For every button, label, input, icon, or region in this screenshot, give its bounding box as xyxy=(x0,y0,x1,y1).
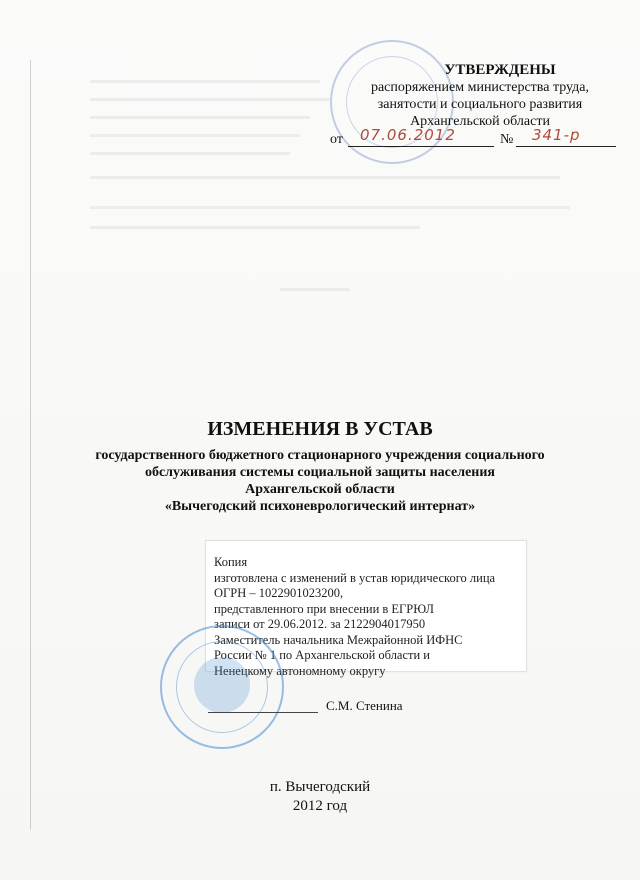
approval-line: занятости и социального развития xyxy=(377,97,583,112)
bleed-through-line xyxy=(90,206,570,209)
handwritten-number: 341-р xyxy=(532,126,581,144)
year: 2012 год xyxy=(292,798,348,814)
approval-date-number-row xyxy=(330,126,620,152)
tax-office-stamp xyxy=(160,625,284,749)
bleed-through-line xyxy=(90,98,330,101)
approval-line: распоряжением министерства труда, xyxy=(370,80,590,95)
copy-line: изготовлена с изменений в устав юридического лица xyxy=(214,570,496,585)
title-line: обслуживания системы социальной защиты населения xyxy=(144,465,496,480)
copy-line: ОГРН – 1022901023200, xyxy=(214,586,344,600)
copy-line: Ненецкому автономному округу xyxy=(214,663,386,678)
bleed-through-line xyxy=(90,80,320,83)
handwritten-date: 07.06.2012 xyxy=(360,126,456,144)
signer-name: С.М. Стенина xyxy=(326,698,403,713)
title-line: государственного бюджетного стационарного учреждения социального xyxy=(95,448,545,463)
scan-margin-line xyxy=(30,60,31,830)
approval-line: Архангельской области xyxy=(410,114,550,129)
from-label: от xyxy=(330,132,343,147)
number-underline xyxy=(516,146,616,147)
signature-line xyxy=(208,712,318,713)
title-line: «Вычегодский психоневрологический интернат» xyxy=(164,499,476,514)
approval-block xyxy=(330,62,630,130)
title-line: Архангельской области xyxy=(245,482,395,497)
place-name: п. Вычегодский xyxy=(269,779,371,795)
bleed-through-line xyxy=(280,288,350,291)
approval-heading: УТВЕРЖДЕНЫ xyxy=(444,62,556,78)
copy-line: записи от 29.06.2012. за 2122904017950 xyxy=(214,617,426,631)
bleed-through-line xyxy=(90,176,560,179)
copy-line: Копия xyxy=(214,555,248,569)
bleed-through-line xyxy=(90,152,290,155)
document-title-block xyxy=(80,418,560,515)
copy-line: России № 1 по Архангельской области и xyxy=(214,648,430,662)
document-title: ИЗМЕНЕНИЯ В УСТАВ xyxy=(207,418,433,440)
bleed-through-line xyxy=(90,226,420,229)
number-label: № xyxy=(500,132,514,147)
copy-line: Заместитель начальника Межрайонной ИФНС xyxy=(214,632,463,647)
bleed-through-line xyxy=(90,116,310,119)
footer-place-year xyxy=(0,778,640,816)
signature-row xyxy=(208,698,528,716)
bleed-through-line xyxy=(90,134,300,137)
date-underline xyxy=(348,146,494,147)
copy-line: представленного при внесении в ЕГРЮЛ xyxy=(214,601,434,616)
